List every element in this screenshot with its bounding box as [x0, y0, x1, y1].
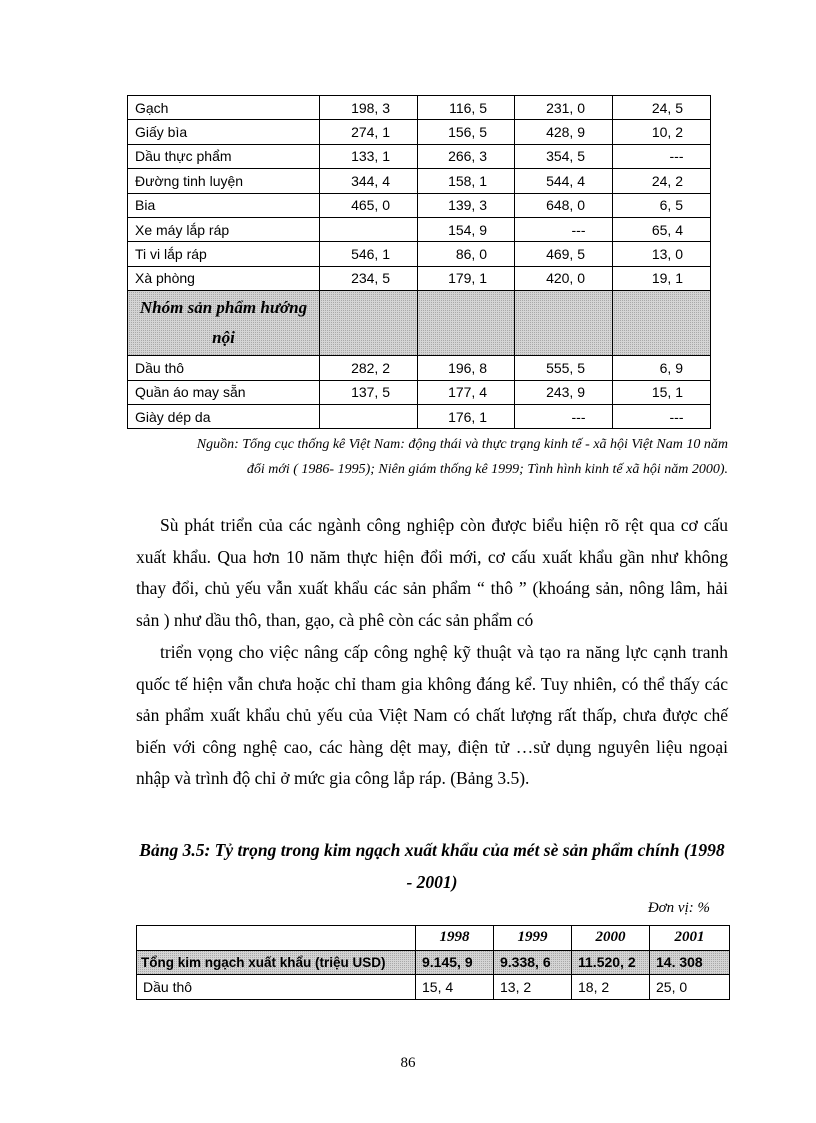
table-caption: Bảng 3.5: Tỷ trọng trong kim ngạch xuất khẩu của mét sè sản phẩm chính (1998 - 2001)	[139, 840, 725, 892]
group-header-row	[128, 291, 711, 356]
table-row	[128, 120, 711, 144]
row-label: Dầu thô	[137, 975, 416, 1000]
row-label: Ti vi lắp ráp	[128, 242, 320, 266]
table-cell: 274, 1	[320, 120, 418, 144]
table-cell: 13, 2	[494, 975, 572, 1000]
table-cell: 116, 5	[418, 96, 515, 120]
table-row	[128, 266, 711, 290]
table-cell: 18, 2	[572, 975, 650, 1000]
table-row	[128, 96, 711, 120]
row-label: Quần áo may sẵn	[128, 380, 320, 404]
table-cell: 428, 9	[515, 120, 613, 144]
table-cell: 15, 1	[613, 380, 711, 404]
group-empty-cell	[418, 291, 515, 356]
table-cell	[320, 404, 418, 428]
table-row	[128, 169, 711, 193]
table-cell: 24, 5	[613, 96, 711, 120]
export-share-table	[136, 925, 730, 1000]
table-cell: 648, 0	[515, 193, 613, 217]
group-empty-cell	[515, 291, 613, 356]
table-cell: 19, 1	[613, 266, 711, 290]
table-cell: 133, 1	[320, 144, 418, 168]
row-label: Bia	[128, 193, 320, 217]
table-cell: 465, 0	[320, 193, 418, 217]
table-cell: 25, 0	[650, 975, 730, 1000]
table-cell: 9.338, 6	[494, 950, 572, 975]
total-row	[137, 950, 730, 975]
table-cell: 15, 4	[416, 975, 494, 1000]
group-empty-cell	[320, 291, 418, 356]
table-cell: 234, 5	[320, 266, 418, 290]
unit-label: Đơn vị: %	[647, 900, 710, 916]
header-row	[137, 926, 730, 951]
source-note: Nguồn: Tổng cục thống kê Việt Nam: động thái và thực trạng kinh tế - xã hội Việt Nam 10 năm đổi mới ( 1986- 1995); Niên giám thống kê 1999; Tình hình kinh tế xã hội năm 2000).	[196, 437, 728, 477]
row-label: Giày dép da	[128, 404, 320, 428]
page-number: 86	[400, 1055, 416, 1071]
table-cell: 544, 4	[515, 169, 613, 193]
table-cell: 158, 1	[418, 169, 515, 193]
row-label: Đường tinh luyện	[128, 169, 320, 193]
table-cell: 198, 3	[320, 96, 418, 120]
table-cell: 344, 4	[320, 169, 418, 193]
table-row	[128, 193, 711, 217]
table-cell: 6, 5	[613, 193, 711, 217]
table-cell: 266, 3	[418, 144, 515, 168]
year-header: 2001	[650, 926, 730, 951]
table-row	[137, 975, 730, 1000]
year-header: 1998	[416, 926, 494, 951]
table-cell: 179, 1	[418, 266, 515, 290]
table-cell: 10, 2	[613, 120, 711, 144]
table-cell: 282, 2	[320, 356, 418, 380]
table-cell: 243, 9	[515, 380, 613, 404]
group-empty-cell	[613, 291, 711, 356]
table-cell	[320, 217, 418, 241]
table-cell: 14. 308	[650, 950, 730, 975]
row-label: Xà phòng	[128, 266, 320, 290]
table-cell: 546, 1	[320, 242, 418, 266]
table-cell: 354, 5	[515, 144, 613, 168]
table-cell: 469, 5	[515, 242, 613, 266]
table-cell: 196, 8	[418, 356, 515, 380]
body-paragraph-1: Sù phát triển của các ngành công nghiệp còn được biểu hiện rõ rệt qua cơ cấu xuất khẩu. Qua hơn 10 năm thực hiện đổi mới, cơ cấu xuất khẩu gần như không thay đổi, chủ yếu vẫn xuất khẩu các sản phẩm “ thô ” (khoáng sản, nông lâm, hải sản ) như dầu thô, than, gạo, cà phê còn các sản phẩm có	[136, 515, 728, 630]
table-row	[128, 356, 711, 380]
row-label: Dầu thô	[128, 356, 320, 380]
table-cell: ---	[613, 144, 711, 168]
table-cell: ---	[515, 404, 613, 428]
table-cell: 420, 0	[515, 266, 613, 290]
table-cell: 6, 9	[613, 356, 711, 380]
row-label: Xe máy lắp ráp	[128, 217, 320, 241]
table-cell: 139, 3	[418, 193, 515, 217]
year-header: 1999	[494, 926, 572, 951]
table-cell: 231, 0	[515, 96, 613, 120]
production-table	[127, 95, 711, 429]
header-empty-cell	[137, 926, 416, 951]
table-cell: ---	[613, 404, 711, 428]
table-cell: 176, 1	[418, 404, 515, 428]
row-label: Giấy bìa	[128, 120, 320, 144]
table-cell: 137, 5	[320, 380, 418, 404]
year-header: 2000	[572, 926, 650, 951]
table-cell: 154, 9	[418, 217, 515, 241]
row-label: Tổng kim ngạch xuất khẩu (triệu USD)	[137, 950, 416, 975]
table-cell: 13, 0	[613, 242, 711, 266]
table-cell: 177, 4	[418, 380, 515, 404]
table-row	[128, 380, 711, 404]
group-title: Nhóm sản phẩm hướng nội	[128, 291, 320, 356]
table-row	[128, 404, 711, 428]
row-label: Dầu thực phẩm	[128, 144, 320, 168]
table-cell: 156, 5	[418, 120, 515, 144]
table-cell: 9.145, 9	[416, 950, 494, 975]
table-cell: 24, 2	[613, 169, 711, 193]
table-row	[128, 242, 711, 266]
table-cell: ---	[515, 217, 613, 241]
row-label: Gạch	[128, 96, 320, 120]
body-paragraph-2: triển vọng cho việc nâng cấp công nghệ kỹ thuật và tạo ra năng lực cạnh tranh quốc tế hiện vẫn chưa hoặc chỉ tham gia không đáng kể. Tuy nhiên, có thể thấy các sản phẩm xuất khẩu chủ yếu của Việt Nam có chất lượng rất thấp, chưa được chế biến với công nghệ cao, các hàng dệt may, điện tử …sử dụng nguyên liệu ngoại nhập và trình độ chỉ ở mức gia công lắp ráp. (Bảng 3.5).	[136, 642, 728, 788]
table-cell: 11.520, 2	[572, 950, 650, 975]
table-cell: 65, 4	[613, 217, 711, 241]
table-cell: 555, 5	[515, 356, 613, 380]
table-row	[128, 217, 711, 241]
table-row	[128, 144, 711, 168]
table-cell: 86, 0	[418, 242, 515, 266]
